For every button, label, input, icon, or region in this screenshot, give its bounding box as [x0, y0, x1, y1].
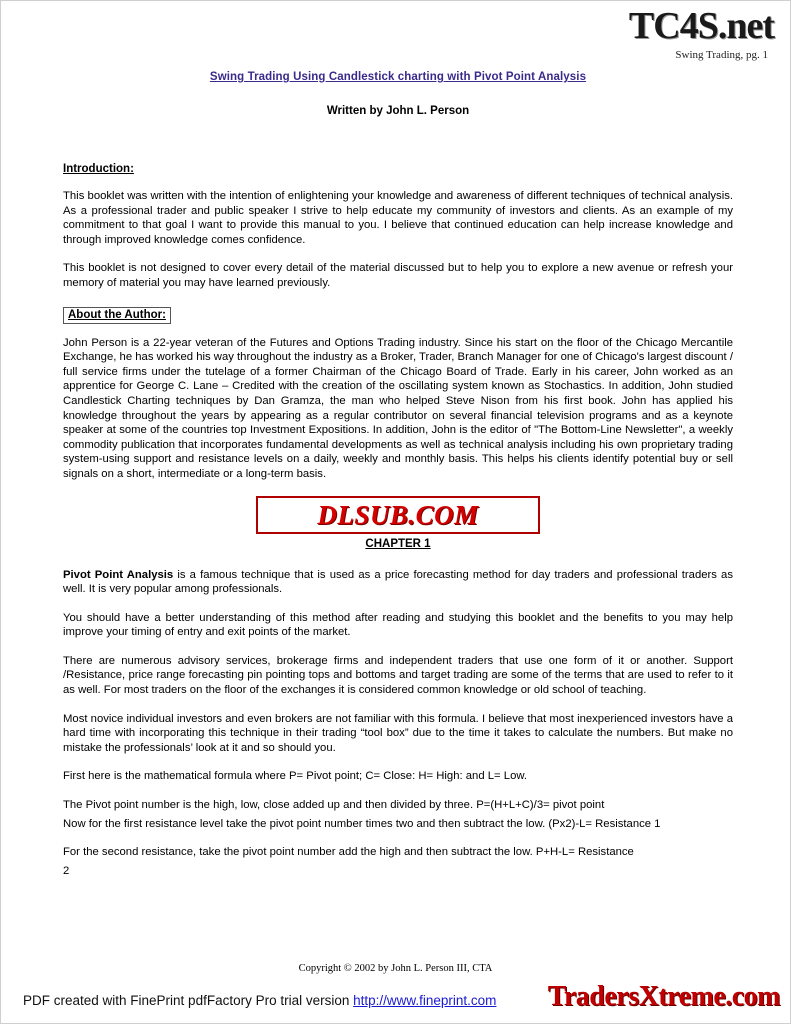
introduction-paragraph-1: This booklet was written with the intention of enlightening your knowledge and awareness of different techniques of technical analysis. As a professional trader and public speaker I strive to help educate my community of investors and clients. As an example of my commitment to that goal I want to provide this manual to you. I believe that continued education can help increase knowledge and through improved knowledge comes confidence.: [63, 190, 733, 246]
page-title: Swing Trading Using Candlestick charting with Pivot Point Analysis: [209, 71, 587, 83]
chapter-paragraph-5: First here is the mathematical formula where P= Pivot point; C= Close: H= High: and L= Low.: [63, 770, 528, 783]
formula-resistance-2-line1: For the second resistance, take the pivot point number add the high and then subtract the low. P+H-L= Resistance: [63, 846, 634, 859]
about-author-heading: About the Author:: [63, 307, 171, 324]
about-author-paragraph: John Person is a 22-year veteran of the Futures and Options Trading industry. Since his start on the floor of the Chicago Mercantile Exchange, he has worked his way throughout the industry as a Broker, Trader, Branch Manager for one of Chicago's largest discount / full service firms under the tutelage of a former Chairman of the Chicago Board of Trade. Early in his career, John worked as an apprentice for George C. Lane – Credited with the creation of the oscillating system known as Stochastics. In addition, John studied Candlestick Charting techniques by Dan Gramza, the man who helped Steve Nison from his first book. John has applied his knowledge throughout the years by appearing as a regular contributor on several financial television programs and as a keynote speaker at some of the countries top Investment Expositions. In addition, John is the editor of "The Bottom-Line Newsletter", a weekly commodity publication that incorporates fundamental developments as well as technical analysis including his own proprietary trading system-using support and resistance levels on a daily, weekly and monthly basis. This helps his clients identify potential buy or sell signals on a short, intermediate or a long-term basis.: [63, 336, 733, 480]
chapter-paragraph-4: Most novice individual investors and even brokers are not familiar with this formula. I believe that most inexperienced investors have a hard time with incorporating this technique in their trading “tool box” due to the time it takes to calculate the numbers. But make no mistake the professionals’ look at it and so should you.: [63, 712, 733, 754]
chapter-paragraph-3: There are numerous advisory services, brokerage firms and independent traders that use one form of it or another. Support /Resistance, price range forecasting pin pointing tops and bottoms and target trading are some of the terms that are used to refer to it as well. For most traders on the floor of the exchanges it is considered common knowledge or old school of teaching.: [63, 654, 733, 697]
tc4s-watermark: [629, 7, 774, 45]
introduction-heading: Introduction:: [63, 163, 134, 175]
chapter-paragraph-1-rest: is a famous technique that is used as a price forecasting method for day traders and professional traders as well. It is very popular among professionals.: [63, 568, 733, 596]
fineprint-text: PDF created with FinePrint pdfFactory Pro trial version: [23, 993, 354, 1008]
introduction-paragraph-2: This booklet is not designed to cover every detail of the material discussed but to help you to explore a new avenue or refresh your memory of material you may have learned previously.: [63, 262, 733, 289]
formula-resistance-1: Now for the first resistance level take the pivot point number times two and then subtract the low. (Px2)-L= Resistance 1: [63, 817, 661, 830]
copyright-notice: Copyright © 2002 by John L. Person III, CTA: [298, 963, 493, 974]
chapter-heading: CHAPTER 1: [365, 537, 431, 550]
chapter-paragraph-1: [63, 568, 733, 597]
fineprint-link[interactable]: http://www.fineprint.com: [353, 993, 497, 1008]
chapter-paragraph-2: You should have a better understanding of this method after reading and studying this booklet and the benefits to you may help improve your timing of entry and exit points of the market.: [63, 611, 733, 639]
formula-pivot-point: The Pivot point number is the high, low, close added up and then divided by three. P=(H+L+C)/3= pivot point: [63, 799, 605, 812]
dlsub-watermark-text: DLSUB.COM: [317, 499, 479, 530]
pivot-point-analysis-term: Pivot Point Analysis: [63, 568, 174, 581]
byline: Written by John L. Person: [326, 105, 470, 117]
document-body: [63, 71, 733, 892]
tradersxtreme-watermark: TradersXtreme.com: [547, 981, 780, 1012]
dlsub-watermark: [256, 496, 540, 534]
fineprint-footer: [23, 993, 496, 1008]
formula-resistance-2-line2: 2: [63, 864, 70, 877]
page-label: Swing Trading, pg. 1: [675, 49, 768, 61]
tc4s-watermark-text: TC4S.net: [628, 5, 774, 47]
